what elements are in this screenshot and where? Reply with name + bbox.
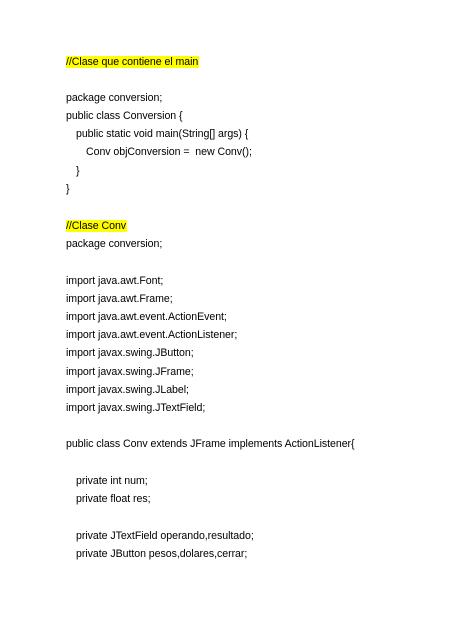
- code-line-class-conversion: public class Conversion {: [66, 110, 183, 122]
- code-line-import: import java.awt.Frame;: [66, 293, 173, 305]
- code-line-import: import javax.swing.JLabel;: [66, 384, 189, 396]
- code-line-import: import javax.swing.JButton;: [66, 347, 194, 359]
- code-line-main-method: public static void main(String[] args) {: [76, 128, 249, 140]
- comment-line-main: [66, 56, 199, 69]
- code-line-import: import javax.swing.JFrame;: [66, 366, 194, 378]
- highlighted-comment: //Clase que contiene el main: [66, 56, 199, 68]
- code-line-package: package conversion;: [66, 238, 163, 250]
- code-line-import: import javax.swing.JTextField;: [66, 402, 206, 414]
- code-line-package: package conversion;: [66, 92, 163, 104]
- code-line-import: import java.awt.event.ActionEvent;: [66, 311, 227, 323]
- code-line-field: private JTextField operando,resultado;: [76, 530, 254, 542]
- highlighted-comment: //Clase Conv: [66, 220, 127, 232]
- code-line-import: import java.awt.Font;: [66, 275, 164, 287]
- code-line-close-class: }: [66, 183, 70, 195]
- comment-line-conv: [66, 220, 127, 233]
- code-line-field: private float res;: [76, 493, 151, 505]
- code-line-class-conv: public class Conv extends JFrame implements ActionListener{: [66, 438, 355, 450]
- code-line-field: private int num;: [76, 475, 148, 487]
- code-line-import: import java.awt.event.ActionListener;: [66, 329, 238, 341]
- code-line-close-method: }: [76, 165, 80, 177]
- code-line-new-conv: Conv objConversion = new Conv();: [86, 146, 252, 158]
- code-line-field: private JButton pesos,dolares,cerrar;: [76, 548, 248, 560]
